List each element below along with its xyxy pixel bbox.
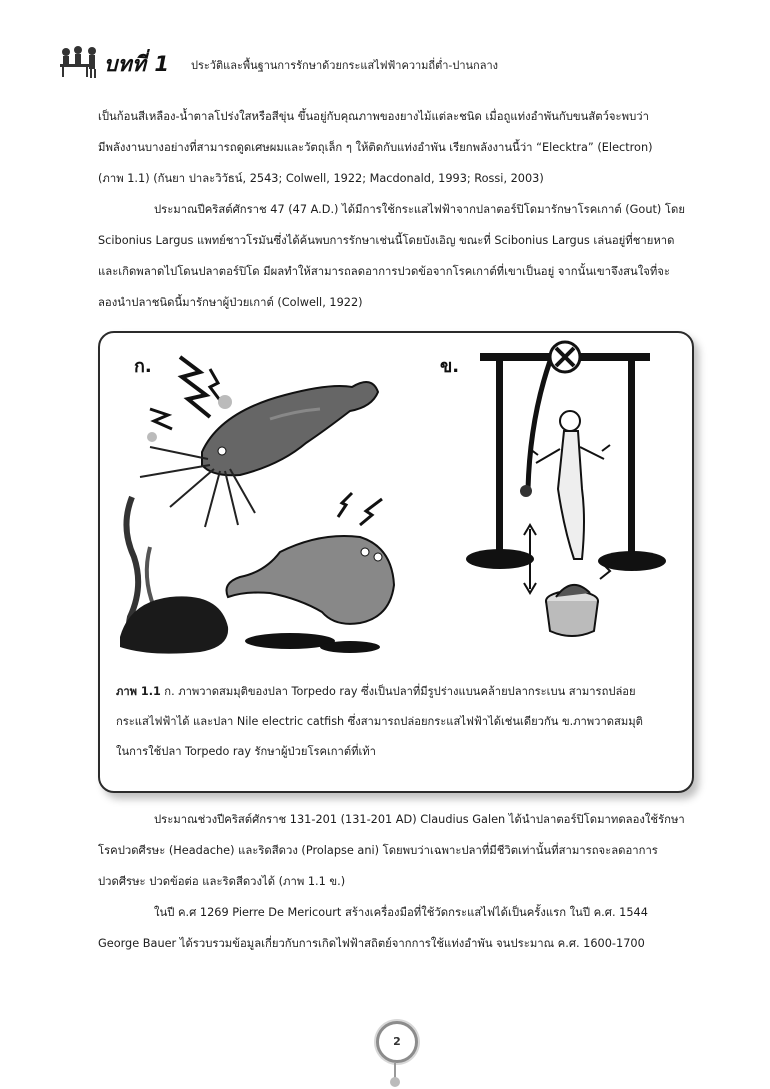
page-number-badge — [374, 1019, 418, 1089]
figure-label-a: ก. — [134, 356, 152, 377]
text-line: และเกิดพลาดไปโดนปลาตอร์ปิโด มีผลทำให้สามารถลดอาการปวดข้อจากโรคเกาต์ที่เขาเป็นอยู่ จากนั้นเขาจึงสนใจที่จะ — [98, 265, 670, 278]
lightning-bolt — [150, 409, 172, 429]
text-line: โรคปวดศีรษะ (Headache) และริดสีดวง (Prolapse ani) โดยพบว่าเฉพาะปลาที่มีชีวิตเท่านั้นที่สามารถจะลดอาการ — [98, 844, 658, 857]
figure-caption — [116, 677, 678, 767]
chapter-subtitle: ประวัติและพื้นฐานการรักษาด้วยกระแสไฟฟ้าความถี่ต่ำ-ปานกลาง — [191, 59, 499, 72]
chapter-title: บทที่ 1 — [104, 52, 170, 76]
lightning-bolt — [360, 499, 382, 525]
text-line: ลองนำปลาชนิดนี้มารักษาผู้ป่วยเกาต์ (Colwell, 1922) — [98, 296, 363, 309]
students-logo-icon — [58, 44, 102, 80]
paragraph-mericourt — [98, 897, 692, 959]
text-line: ประมาณช่วงปีคริสต์ศักราช 131-201 (131-201 AD) Claudius Galen ได้นำปลาตอร์ปิโดมาทดลองใช้รักษา — [154, 813, 685, 826]
text-line: ในปี ค.ศ 1269 Pierre De Mericourt สร้างเครื่องมือที่ใช้วัดกระแสไฟได้เป็นครั้งแรก ในปี ค.ศ. 1544 — [154, 906, 648, 919]
text-line: ปวดศีรษะ ปวดข้อต่อ และริดสีดวงได้ (ภาพ 1.1 ข.) — [98, 875, 346, 888]
basket — [546, 601, 598, 636]
text-line: (ภาพ 1.1) (กันยา ปาละวิวัธน์, 2543; Colwell, 1922; Macdonald, 1993; Rossi, 2003) — [98, 172, 544, 185]
page-number: 2 — [376, 1021, 418, 1063]
electric-fish-illustration — [110, 347, 410, 667]
caption-line: กระแสไฟฟ้าได้ และปลา Nile electric catfish ซึ่งสามารถปล่อยกระแสไฟฟ้าได้เช่นเดียวกัน ข.ภาพวาดสมมุติ — [116, 715, 643, 728]
figure-1-1 — [98, 331, 694, 793]
text-line: เป็นก้อนสีเหลือง-น้ำตาลโปร่งใสหรือสีขุ่น ขึ้นอยู่กับคุณภาพของยางไม้แต่ละชนิด เมื่อถูแท่งอำพันกับขนสัตว์จะพบว่า — [98, 110, 649, 123]
torpedo-ray-body — [227, 536, 395, 624]
gout-treatment-illustration — [460, 339, 670, 659]
caption-line: ในการใช้ปลา Torpedo ray รักษาผู้ป่วยโรคเกาต์ที่เท้า — [116, 745, 376, 758]
text-line: ประมาณปีคริสต์ศักราช 47 (47 A.D.) ได้มีการใช้กระแสไฟฟ้าจากปลาตอร์ปิโดมารักษาโรคเกาต์ (Gout) โดย — [154, 203, 685, 216]
paragraph-amber — [98, 101, 692, 194]
caption-text: ก. ภาพวาดสมมุติของปลา Torpedo ray ซึ่งเป็นปลาที่มีรูปร่างแบนคล้ายปลากระเบน สามารถปล่อย — [160, 685, 636, 698]
caption-figure-number: ภาพ 1.1 — [116, 685, 161, 698]
text-line: มีพลังงานบางอย่างที่สามารถดูดเศษผมและวัตถุเล็ก ๆ ให้ติดกับแท่งอำพัน เรียกพลังงานนี้ว่า “Elecktra” (Electron) — [98, 141, 653, 154]
stand-base — [466, 549, 534, 569]
patient-head — [560, 411, 580, 431]
paragraph-galen — [98, 804, 692, 897]
text-line: George Bauer ได้รวบรวมข้อมูลเกี่ยวกับการเกิดไฟฟ้าสถิตย์จากการใช้แท่งอำพัน จนประมาณ ค.ศ. 1600-1700 — [98, 937, 645, 950]
chapter-header — [58, 44, 718, 84]
lightning-bolt — [338, 493, 352, 517]
patient-robe — [558, 431, 584, 559]
caption-line — [116, 677, 678, 707]
text-line: Scibonius Largus แพทย์ชาวโรมันซึ่งได้ค้นพบการรักษาเช่นนี้โดยบังเอิญ ขณะที่ Scibonius Largus เล่นอยู่ที่ชายหาด — [98, 234, 675, 247]
figure-label-b: ข. — [440, 356, 460, 377]
paragraph-torpedo-fish — [98, 194, 692, 318]
lightning-bolt — [180, 357, 210, 417]
